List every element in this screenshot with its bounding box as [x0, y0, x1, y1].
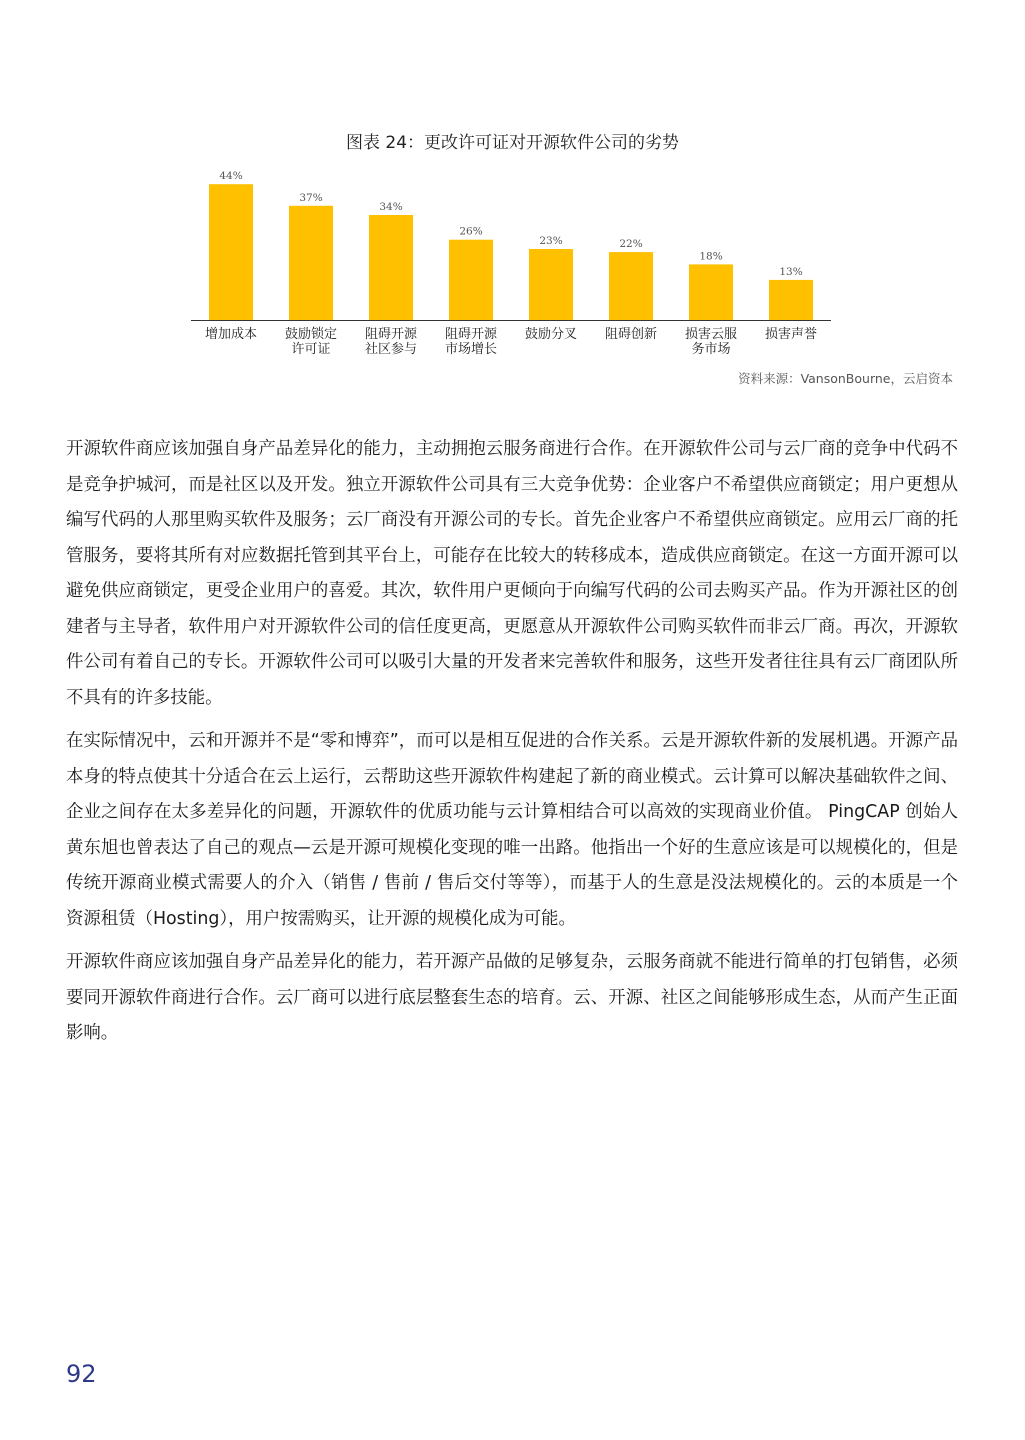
category-label: 鼓励锁定 [284, 327, 338, 342]
page-number: 92 [66, 1360, 97, 1388]
bar-value-label: 44% [219, 170, 243, 183]
category-label: 鼓励分叉 [524, 327, 578, 342]
bar-7 [689, 264, 733, 320]
category-label: 增加成本 [204, 327, 258, 342]
paragraph-2: 在实际情况中，云和开源并不是“零和博弈”，而可以是相互促进的合作关系。云是开源软件新的发展机遇。开源产品本身的特点使其十分适合在云上运行，云帮助这些开源软件构建起了新的商业模式。云计算可以解决基础软件之间、企业之间存在太多差异化的问题，开源软件的优质功能与云计算相结合可以高效的实现商业价值。 PingCAP 创始人黄东旭也曾表达了自己的观点—云是开源可规模化变现的唯一出路。他指出一个好的生意应该是可以规模化的，但是传统开源商业模式需要人的介入（销售 / 售前 / 售后交付等等），而基于人的生意是没法规模化的。云的本质是一个资源租赁（Hosting），用户按需购买，让开源的规模化成为可能。 [66, 731, 958, 929]
article-body [66, 432, 958, 1060]
bar-5 [529, 249, 573, 320]
category-label: 损害声誉 [764, 327, 818, 342]
bar-value-label: 23% [539, 235, 563, 247]
bar-6 [609, 252, 653, 320]
paragraph-3: 开源软件商应该加强自身产品差异化的能力，若开源产品做的足够复杂，云服务商就不能进行简单的打包销售，必须要同开源软件商进行合作。云厂商可以进行底层整套生态的培育。云、开源、社区之间能够形成生态，从而产生正面影响。 [66, 952, 958, 1043]
category-label: 市场增长 [444, 342, 498, 357]
bar-value-label: 26% [459, 225, 483, 238]
bar-3 [369, 215, 413, 320]
category-label: 阻碍开源 [364, 327, 418, 342]
bar-value-label: 34% [379, 201, 403, 213]
category-label: 损害云服 [684, 327, 738, 342]
bar-8 [769, 280, 813, 320]
chart-source: 资料来源：VansonBourne，云启资本 [738, 371, 953, 386]
bar-value-label: 37% [299, 191, 323, 204]
bar-4 [449, 240, 493, 320]
paragraph-1: 开源软件商应该加强自身产品差异化的能力，主动拥抱云服务商进行合作。在开源软件公司与云厂商的竞争中代码不是竞争护城河，而是社区以及开发。独立开源软件公司具有三大竞争优势：企业客户不希望供应商锁定；用户更想从编写代码的人那里购买软件及服务；云厂商没有开源公司的专长。首先企业客户不希望供应商锁定。应用云厂商的托管服务，要将其所有对应数据托管到其平台上，可能存在比较大的转移成本，造成供应商锁定。在这一方面开源可以避免供应商锁定，更受企业用户的喜爱。其次，软件用户更倾向于向编写代码的公司去购买产品。作为开源社区的创建者与主导者，软件用户对开源软件公司的信任度更高，更愿意从开源软件公司购买软件而非云厂商。再次，开源软件公司有着自己的专长。开源软件公司可以吸引大量的开发者来完善软件和服务，这些开发者往往具有云厂商团队所不具有的许多技能。 [66, 439, 958, 708]
chart-title: 图表 24：更改许可证对开源软件公司的劣势 [345, 133, 680, 153]
bar-value-label: 13% [779, 265, 803, 278]
category-label: 社区参与 [364, 342, 418, 357]
category-label: 许可证 [291, 342, 331, 357]
bar-1 [209, 184, 253, 320]
bar-2 [289, 206, 333, 320]
category-label: 阻碍创新 [604, 327, 658, 342]
bar-value-label: 18% [699, 250, 723, 263]
bar-value-label: 22% [619, 238, 643, 251]
category-label: 阻碍开源 [444, 327, 498, 342]
bar-chart [185, 168, 835, 363]
category-label: 务市场 [691, 342, 731, 357]
